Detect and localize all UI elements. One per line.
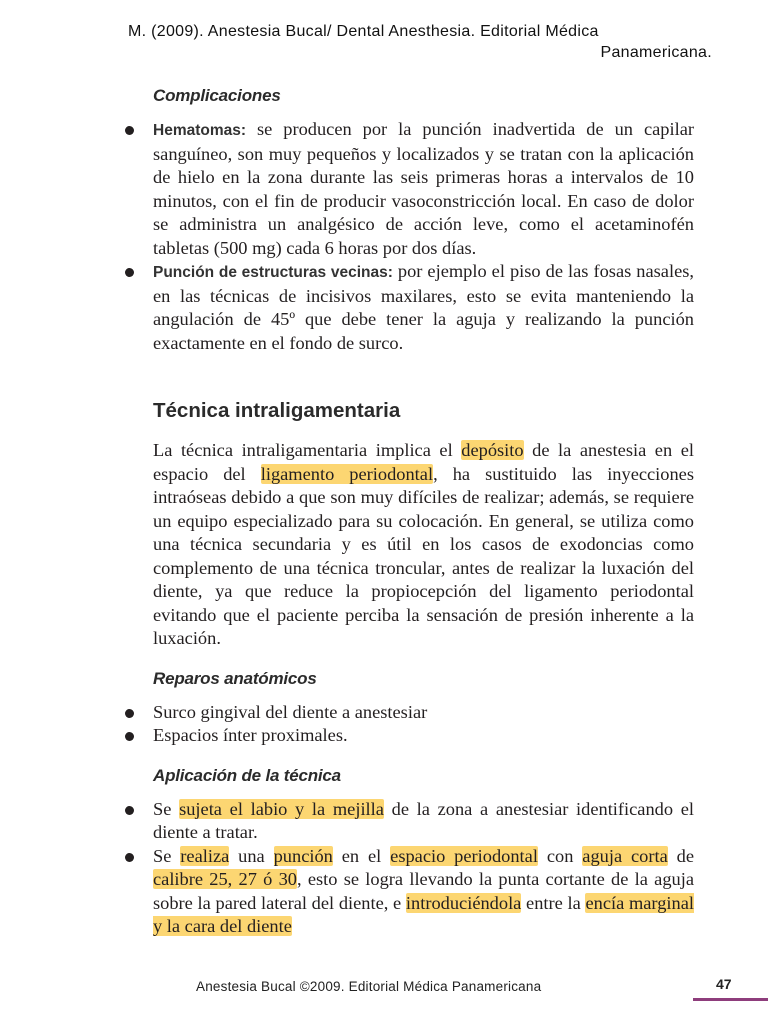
text-run: de la anestesia en el espacio del — [153, 440, 694, 484]
text-run: La técnica intraligamentaria implica el — [153, 440, 462, 460]
item-lead: Hematomas: — [153, 122, 247, 139]
text-run: entre la — [521, 892, 586, 913]
page-number: 47 — [716, 976, 732, 992]
highlight: espacio periodontal — [390, 845, 538, 866]
text-run: en el — [332, 845, 391, 866]
page-footer: Anestesia Bucal ©2009. Editorial Médica Panamericana — [196, 979, 542, 994]
list-item — [153, 118, 694, 260]
highlight: depósito — [461, 440, 524, 460]
highlight: punción — [273, 845, 333, 866]
list-item — [153, 798, 694, 845]
reparos-list — [153, 701, 694, 748]
highlight: ligamento periodontal — [260, 463, 434, 484]
citation-line-2: Panamericana. — [600, 44, 712, 61]
text-run: de la zona a anestesiar identificando el diente a tratar. — [153, 798, 695, 842]
text-run: , esto se logra llevando la punta cortante de la aguja sobre la pared lateral del diente, e — [153, 869, 694, 913]
item-text: se producen por la punción inadvertida de un capilar sanguíneo, son muy pequeños y localizados y se tratan con la aplicación de hielo en la zona durante las seis primeras horas a intervalos de 10 minutos, con el fin de producir vasoconstricción local. En caso de dolor se administra un analgésico de acción leve, como el acetaminofén tabletas (500 mg) cada 6 horas por dos días. — [153, 119, 694, 258]
list-item: Espacios ínter proximales. — [153, 724, 694, 748]
complicaciones-list — [153, 118, 694, 355]
heading-complicaciones: Complicaciones — [153, 86, 281, 105]
text-run: de — [667, 845, 694, 866]
text-run: una — [229, 845, 274, 866]
paragraph-tecnica — [153, 439, 694, 651]
highlight: calibre 25, 27 ó 30 — [153, 869, 297, 889]
heading-aplicacion: Aplicación de la técnica — [153, 765, 341, 785]
highlight: aguja corta — [582, 845, 668, 866]
text-run: con — [537, 845, 583, 866]
highlight: encía marginal y la cara del diente — [153, 892, 694, 936]
page-number-rule — [693, 998, 768, 1001]
citation-line-1: M. (2009). Anestesia Bucal/ Dental Anesthesia. Editorial Médica — [128, 23, 599, 40]
text-run: Se — [153, 845, 181, 866]
citation-header — [100, 21, 712, 63]
item-lead: Punción de estructuras vecinas: — [153, 264, 393, 281]
highlight: sujeta el labio y la mejilla — [179, 798, 384, 819]
list-item — [153, 260, 694, 355]
aplicacion-list — [153, 798, 694, 939]
list-item: Surco gingival del diente a anestesiar — [153, 701, 694, 725]
highlight: introduciéndola — [405, 892, 522, 913]
text-run: Se — [153, 798, 180, 819]
heading-reparos: Reparos anatómicos — [153, 668, 317, 688]
highlight: realiza — [180, 845, 230, 866]
page-content — [153, 86, 694, 939]
section-title: Técnica intraligamentaria — [153, 399, 401, 422]
text-run: , ha sustituido las inyecciones intraóseas debido a que son muy difíciles de realizar; además, se requiere un equipo especializado para su colocación. En general, se utiliza como una técnica secundaria y es útil en los casos de exodoncias como complemento de una técnica troncular, antes de realizar la luxación del diente, ya que reduce la propiocepción del ligamento periodontal evitando que el paciente perciba la sensación de presión inherente a la luxación. — [153, 463, 694, 648]
item-text: por ejemplo el piso de las fosas nasales, en las técnicas de incisivos maxilares, esto se evita manteniendo la angulación de 45º que debe tener la aguja y realizando la punción exactamente en el fondo de surco. — [153, 261, 694, 353]
list-item — [153, 845, 694, 939]
